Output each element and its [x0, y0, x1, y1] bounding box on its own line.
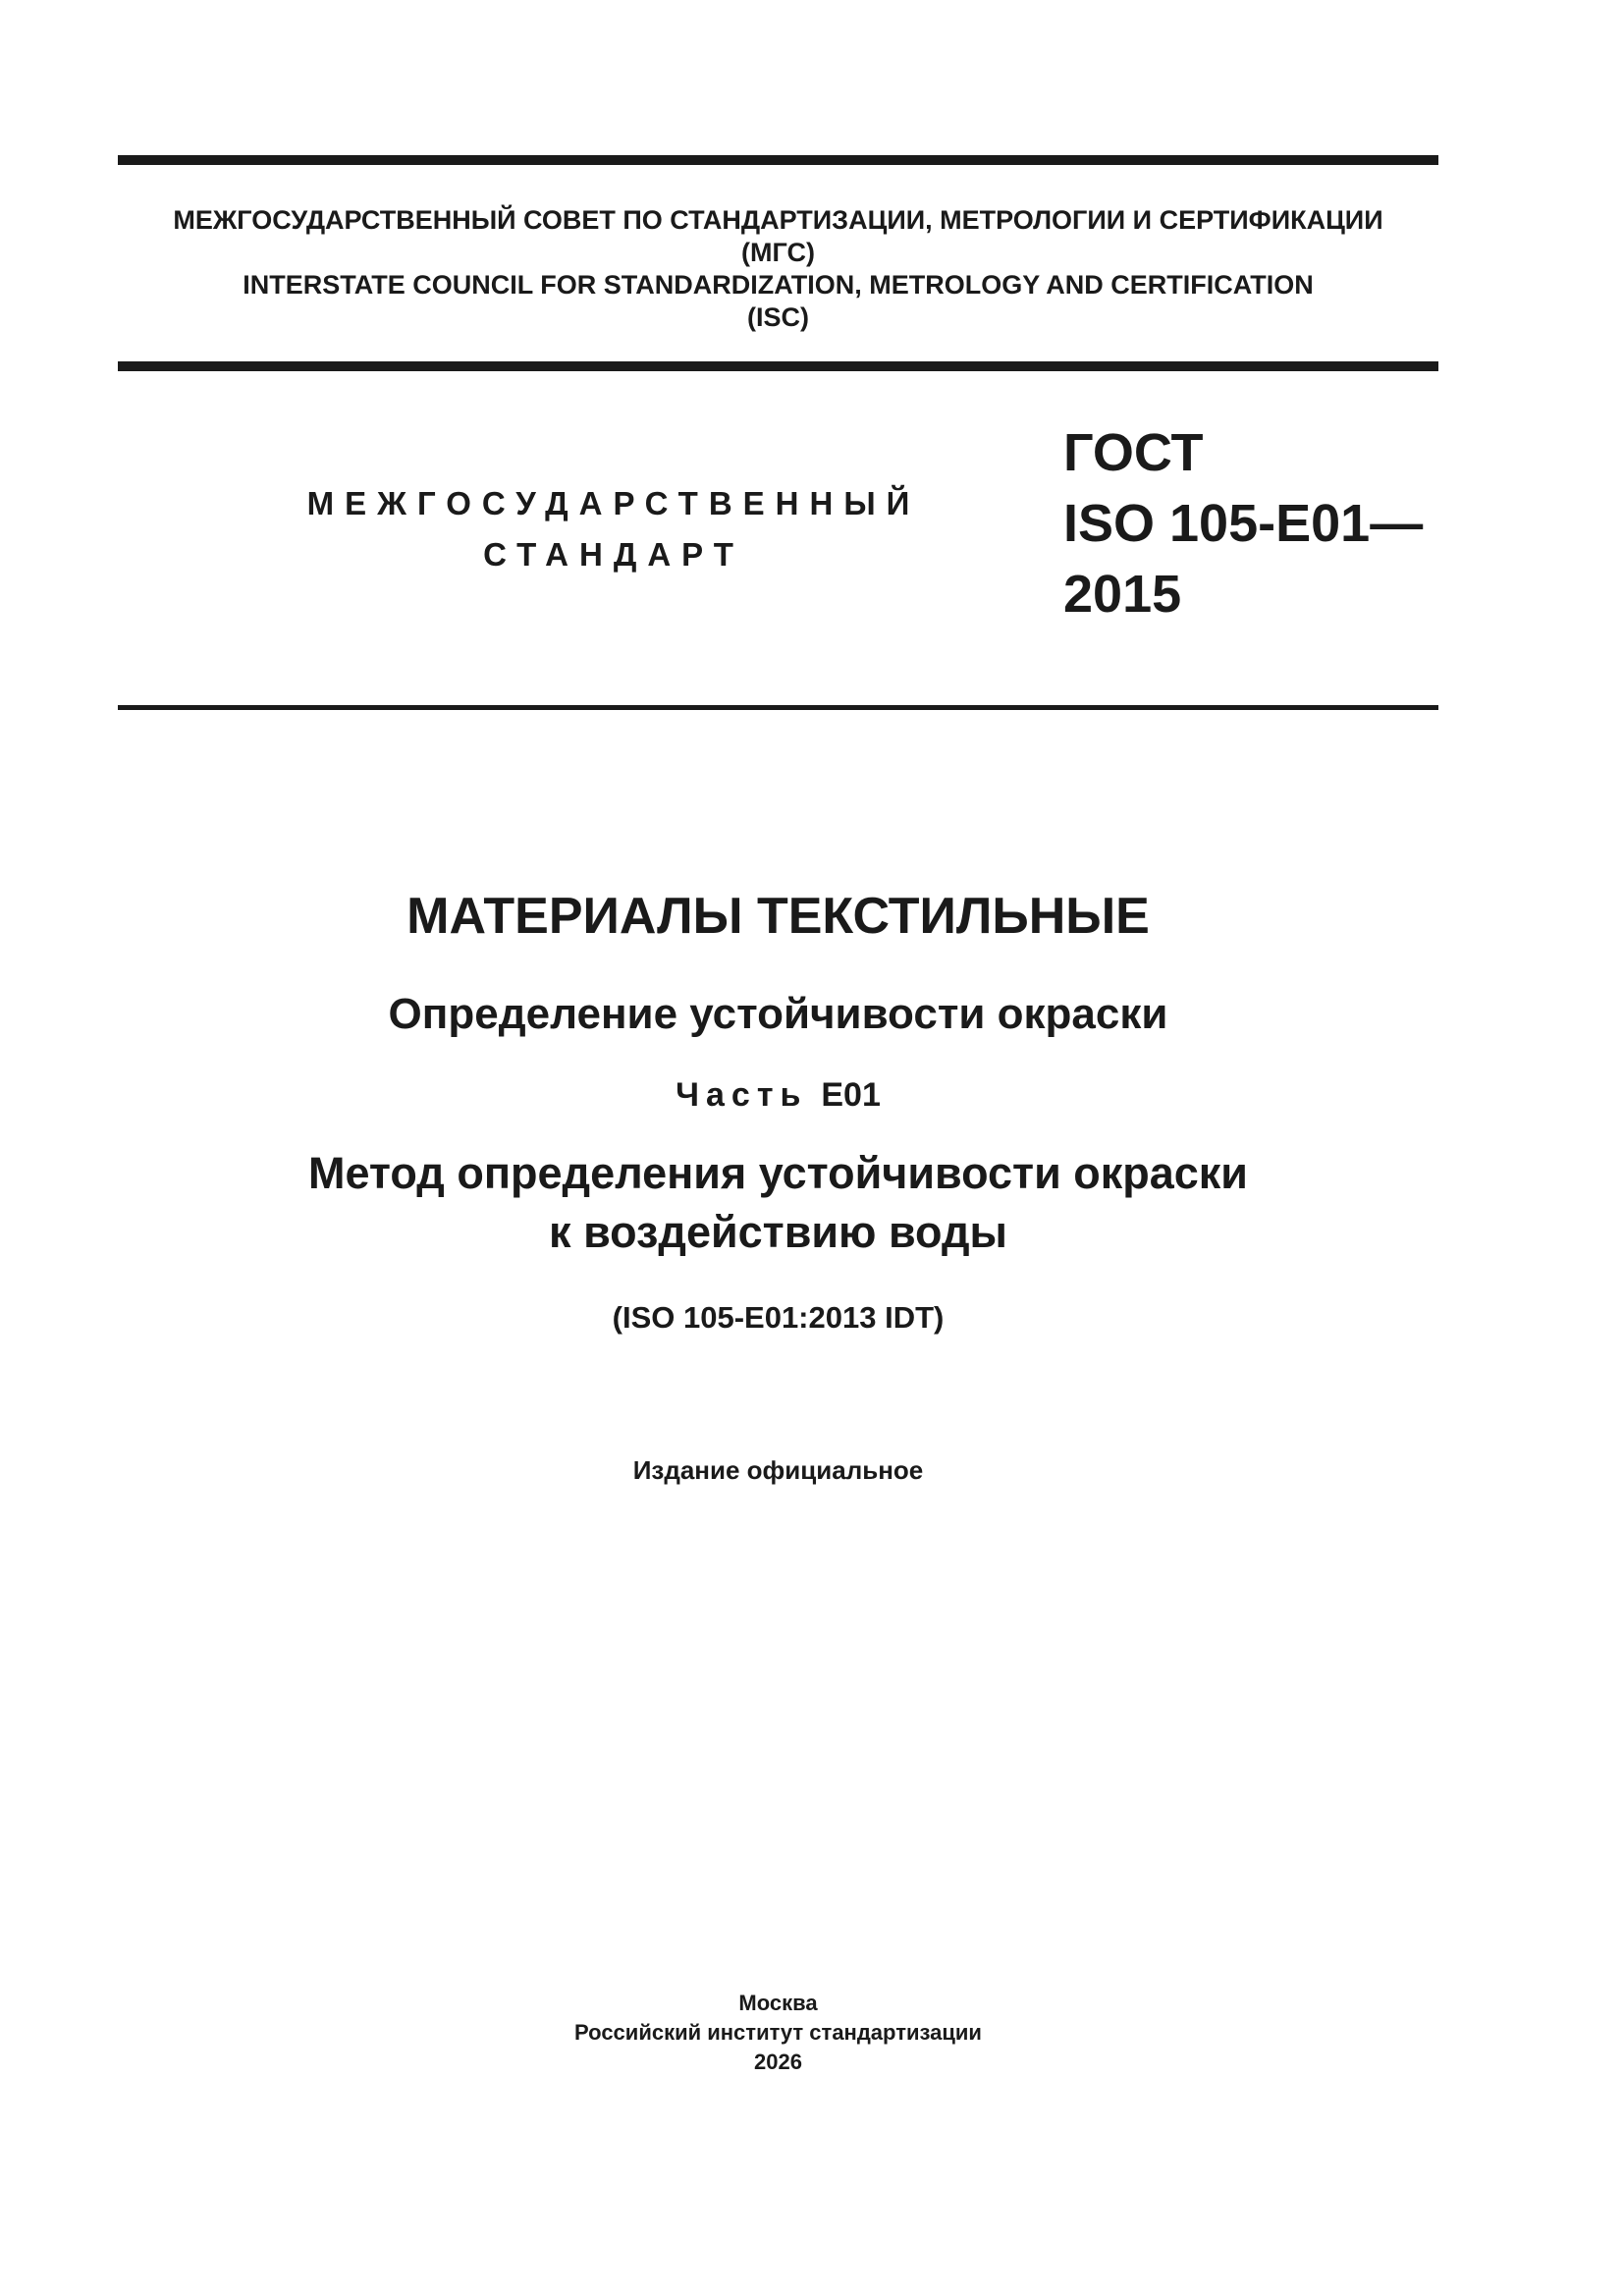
part-number: E01: [821, 1076, 881, 1114]
imprint-city: Москва: [738, 1991, 818, 2015]
council-header: [118, 204, 1438, 334]
method-title-line2: к воздействию воды: [549, 1207, 1007, 1257]
part-heading: [118, 1072, 1438, 1118]
thin-rule: [118, 705, 1438, 710]
standard-kind-line1: МЕЖГОСУДАРСТВЕННЫЙ: [306, 485, 921, 521]
designation-number: ISO 105-E01—: [1063, 494, 1424, 553]
middle-rule: [118, 361, 1438, 371]
subtitle: Определение устойчивости окраски: [388, 990, 1168, 1038]
imprint-year: 2026: [754, 2050, 802, 2074]
standard-designation: [1063, 417, 1456, 629]
standard-kind: [295, 478, 933, 580]
part-label: Часть: [676, 1076, 808, 1114]
council-name-en: INTERSTATE COUNCIL FOR STANDARDIZATION, METROLOGY AND CERTIFICATION: [243, 270, 1314, 300]
main-title: МАТЕРИАЛЫ ТЕКСТИЛЬНЫЕ: [406, 888, 1150, 945]
designation-prefix: ГОСТ: [1063, 423, 1204, 482]
designation-year: 2015: [1063, 565, 1182, 624]
iso-reference: (ISO 105-E01:2013 IDT): [612, 1300, 945, 1335]
council-name-ru: МЕЖГОСУДАРСТВЕННЫЙ СОВЕТ ПО СТАНДАРТИЗАЦИИ, МЕТРОЛОГИИ И СЕРТИФИКАЦИИ: [173, 205, 1383, 235]
imprint: [118, 1989, 1438, 2077]
imprint-publisher: Российский институт стандартизации: [574, 2020, 982, 2045]
method-title: [118, 1144, 1438, 1262]
council-abbr-en: (ISC): [747, 302, 809, 332]
method-title-line1: Метод определения устойчивости окраски: [308, 1148, 1248, 1198]
edition-note: Издание официальное: [632, 1455, 924, 1485]
council-abbr-ru: (МГС): [741, 238, 815, 267]
standard-kind-line2: СТАНДАРТ: [483, 536, 744, 573]
top-rule: [118, 155, 1438, 165]
